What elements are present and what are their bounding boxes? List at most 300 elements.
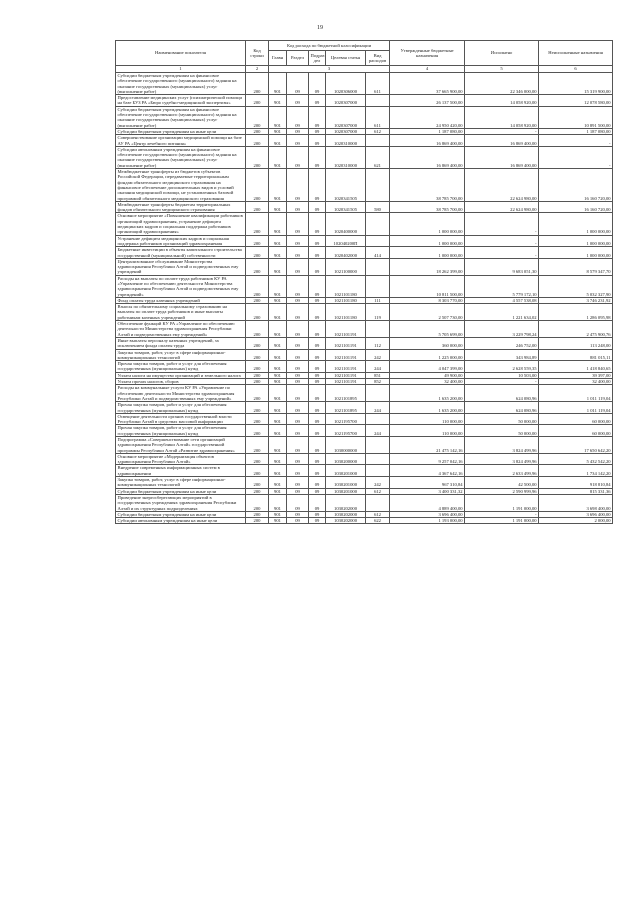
- row-code: 200: [246, 235, 269, 247]
- row-name: Межбюджетные трансферты из бюджетов субъектов Российской Федерации, передаваемые территориальным фондам обязательного медицинского страхования на финансовое обеспечение дополнительных видов и условий оказания медицинской помощи, не установленных базовой программой обязательного медицинского страхования: [116, 169, 246, 202]
- row-target: 1021101191: [326, 379, 366, 385]
- row-executed: 3 824 499,96: [465, 453, 539, 465]
- row-razdel: 09: [287, 511, 309, 517]
- row-executed: 2 633 499,96: [465, 465, 539, 477]
- row-approved: 38 785 700,00: [390, 169, 465, 202]
- row-target: 1020307000: [326, 95, 366, 107]
- header-col-numbers: [116, 66, 613, 73]
- page-number: 19: [317, 25, 323, 31]
- row-approved: 16 869 400,00: [390, 146, 465, 168]
- row-name: Взносы по обязательному социальному страхованию на выплаты по оплате труда работников и иные выплаты работникам казенных учреждений: [116, 304, 246, 321]
- row-approved: 1 193 000,00: [390, 518, 465, 524]
- row-podrazdel: 09: [309, 349, 326, 361]
- row-approved: 1 000 000,00: [390, 213, 465, 235]
- row-unexecuted: 1 286 095,98: [539, 304, 613, 321]
- row-vid: 244: [366, 361, 390, 373]
- row-vid: 112: [366, 337, 390, 349]
- row-code: 200: [246, 95, 269, 107]
- row-unexecuted: 113 248,00: [539, 337, 613, 349]
- row-glava: 901: [269, 465, 287, 477]
- row-target: 1021101180: [326, 304, 366, 321]
- row-vid: [366, 258, 390, 275]
- row-target: 1021101895: [326, 402, 366, 414]
- row-vid: 611: [366, 73, 390, 95]
- row-target: 1021101180: [326, 297, 366, 303]
- row-podrazdel: 09: [309, 372, 326, 378]
- row-code: 200: [246, 169, 269, 202]
- row-name: Внедрение современных информационных систем в здравоохранении: [116, 465, 246, 477]
- row-unexecuted: 10 891 500,00: [539, 106, 613, 128]
- row-unexecuted: 60 000,00: [539, 413, 613, 425]
- row-vid: 851: [366, 372, 390, 378]
- row-unexecuted: 1 187 080,00: [539, 128, 613, 134]
- table-row: [116, 437, 613, 454]
- row-target: 1020310000: [326, 135, 366, 147]
- row-target: 1030201000: [326, 488, 366, 494]
- row-podrazdel: 09: [309, 321, 326, 338]
- row-unexecuted: 2 475 900,76: [539, 321, 613, 338]
- row-unexecuted: 15 319 900,00: [539, 73, 613, 95]
- row-executed: -: [465, 213, 539, 235]
- row-podrazdel: 09: [309, 213, 326, 235]
- table-row: [116, 518, 613, 524]
- row-glava: 901: [269, 477, 287, 489]
- row-podrazdel: 09: [309, 73, 326, 95]
- row-approved: 4 047 399,00: [390, 361, 465, 373]
- table-row: [116, 321, 613, 338]
- table-row: [116, 146, 613, 168]
- row-code: 200: [246, 372, 269, 378]
- row-code: 200: [246, 511, 269, 517]
- row-razdel: 09: [287, 437, 309, 454]
- row-approved: 24 950 420,00: [390, 106, 465, 128]
- row-unexecuted: 815 331,36: [539, 488, 613, 494]
- row-name: Расходы на коммунальные услуги КУ РА «Управление по обеспечению деятельности Министерства здравоохранения Республики Алтай и подведомственных ему учреждений»: [116, 385, 246, 402]
- row-glava: 901: [269, 275, 287, 297]
- row-executed: -: [465, 379, 539, 385]
- row-name: Субсидии бюджетным учреждениям на финансовое обеспечение государственного (муниципального) задания на оказание государственных (муниципальных) услуг (выполнение работ): [116, 106, 246, 128]
- row-code: 200: [246, 402, 269, 414]
- row-razdel: 09: [287, 465, 309, 477]
- row-podrazdel: 09: [309, 465, 326, 477]
- row-podrazdel: 09: [309, 337, 326, 349]
- row-razdel: 09: [287, 128, 309, 134]
- row-glava: 901: [269, 372, 287, 378]
- row-code: 200: [246, 488, 269, 494]
- header-razdel: Раздел: [287, 51, 309, 66]
- row-code: 200: [246, 465, 269, 477]
- row-razdel: 09: [287, 275, 309, 297]
- row-podrazdel: 09: [309, 518, 326, 524]
- row-vid: 111: [366, 297, 390, 303]
- table-row: [116, 106, 613, 128]
- row-glava: 901: [269, 169, 287, 202]
- col-number: 5: [465, 66, 539, 73]
- table-row: [116, 465, 613, 477]
- row-razdel: 09: [287, 488, 309, 494]
- row-unexecuted: 3 746 231,92: [539, 297, 613, 303]
- row-code: 200: [246, 275, 269, 297]
- row-name: Освещение деятельности органов государственной власти Республики Алтай в средствах массовой информации: [116, 413, 246, 425]
- row-executed: 16 869 400,00: [465, 146, 539, 168]
- row-target: 1021101180: [326, 275, 366, 297]
- row-approved: 49 900,00: [390, 372, 465, 378]
- row-podrazdel: 09: [309, 297, 326, 303]
- row-podrazdel: 09: [309, 488, 326, 494]
- header-name: Наименование показателя: [116, 41, 246, 66]
- row-razdel: 09: [287, 235, 309, 247]
- row-approved: 967 310,84: [390, 477, 465, 489]
- row-podrazdel: 09: [309, 477, 326, 489]
- row-unexecuted: 3 696 400,00: [539, 511, 613, 517]
- row-unexecuted: 8 579 347,70: [539, 258, 613, 275]
- row-razdel: 09: [287, 349, 309, 361]
- header-code: Код строки: [246, 41, 269, 66]
- row-razdel: 09: [287, 413, 309, 425]
- row-razdel: 09: [287, 258, 309, 275]
- row-razdel: 09: [287, 402, 309, 414]
- row-vid: 612: [366, 128, 390, 134]
- row-code: 200: [246, 437, 269, 454]
- row-unexecuted: 5 432 542,20: [539, 453, 613, 465]
- row-target: 1021100000: [326, 258, 366, 275]
- row-vid: 242: [366, 477, 390, 489]
- row-name: Основное мероприятие «Повышение квалификации работников организаций здравоохранения, устранение дефицита медицинских кадров и социальная поддержка работников организаций здравоохранения»: [116, 213, 246, 235]
- row-vid: [366, 275, 390, 297]
- row-unexecuted: 60 000,00: [539, 425, 613, 437]
- row-vid: [366, 385, 390, 402]
- row-unexecuted: 16 160 720,00: [539, 169, 613, 202]
- row-name: Прочая закупка товаров, работ и услуг для обеспечения государственных (муниципальных) нужд: [116, 402, 246, 414]
- row-glava: 901: [269, 494, 287, 511]
- row-approved: 26 137 500,00: [390, 95, 465, 107]
- row-podrazdel: 09: [309, 275, 326, 297]
- table-row: [116, 453, 613, 465]
- row-razdel: 09: [287, 372, 309, 378]
- row-glava: 901: [269, 135, 287, 147]
- row-executed: -: [465, 235, 539, 247]
- row-approved: 9 257 042,16: [390, 453, 465, 465]
- row-executed: 50 000,00: [465, 425, 539, 437]
- row-name: Субсидии бюджетным учреждениям на иные цели: [116, 511, 246, 517]
- row-name: Закупка товаров, работ, услуг в сфере информационно-коммуникационных технологий: [116, 349, 246, 361]
- row-vid: [366, 437, 390, 454]
- row-code: 200: [246, 349, 269, 361]
- row-glava: 901: [269, 247, 287, 259]
- row-vid: [366, 494, 390, 511]
- table-row: [116, 213, 613, 235]
- table-row: [116, 304, 613, 321]
- row-executed: 10 503,00: [465, 372, 539, 378]
- row-razdel: 09: [287, 494, 309, 511]
- row-vid: [366, 465, 390, 477]
- row-glava: 901: [269, 349, 287, 361]
- row-vid: 612: [366, 488, 390, 494]
- row-executed: -: [465, 511, 539, 517]
- row-approved: 3 696 400,00: [390, 511, 465, 517]
- row-approved: 1 000 000,00: [390, 235, 465, 247]
- table-row: [116, 247, 613, 259]
- table-row: [116, 73, 613, 95]
- row-target: 1021101191: [326, 321, 366, 338]
- row-glava: 901: [269, 258, 287, 275]
- header-unexecuted: Неисполненные назначения: [539, 41, 613, 66]
- row-podrazdel: 09: [309, 413, 326, 425]
- row-name: Прочая закупка товаров, работ и услуг для обеспечения государственных (муниципальных) нужд: [116, 361, 246, 373]
- row-unexecuted: -: [539, 146, 613, 168]
- row-vid: 622: [366, 518, 390, 524]
- row-executed: 16 869 400,00: [465, 135, 539, 147]
- col-number: 4: [390, 66, 465, 73]
- row-razdel: 09: [287, 304, 309, 321]
- row-glava: 901: [269, 95, 287, 107]
- row-unexecuted: 881 015,11: [539, 349, 613, 361]
- row-name: Субсидии бюджетным учреждениям на финансовое обеспечение государственного (муниципального) задания на оказание государственных (муниципальных) услуг (выполнение работ): [116, 73, 246, 95]
- row-executed: 3 229 798,24: [465, 321, 539, 338]
- row-executed: 624 080,96: [465, 402, 539, 414]
- row-glava: 901: [269, 321, 287, 338]
- row-razdel: 09: [287, 169, 309, 202]
- header-row-top: [116, 41, 613, 51]
- row-code: 200: [246, 213, 269, 235]
- row-code: 200: [246, 201, 269, 213]
- row-razdel: 09: [287, 379, 309, 385]
- row-unexecuted: 918 810,84: [539, 477, 613, 489]
- header-vid: Вид расходов: [366, 51, 390, 66]
- row-glava: 901: [269, 437, 287, 454]
- row-unexecuted: 1 000 000,00: [539, 213, 613, 235]
- row-glava: 901: [269, 213, 287, 235]
- table-row: [116, 235, 613, 247]
- row-glava: 901: [269, 425, 287, 437]
- row-code: 200: [246, 304, 269, 321]
- row-podrazdel: 09: [309, 425, 326, 437]
- row-razdel: 09: [287, 106, 309, 128]
- row-approved: 1 635 200,00: [390, 385, 465, 402]
- row-glava: 901: [269, 201, 287, 213]
- table-row: [116, 402, 613, 414]
- row-razdel: 09: [287, 361, 309, 373]
- row-executed: 9 683 051,30: [465, 258, 539, 275]
- row-approved: 10 811 500,00: [390, 275, 465, 297]
- row-unexecuted: 1 011 119,04: [539, 385, 613, 402]
- row-name: Иные выплаты персоналу казенных учреждений, за исключением фонда оплаты труда: [116, 337, 246, 349]
- row-name: Межбюджетные трансферты бюджетам территориальных фондов обязательного медицинского страхования: [116, 201, 246, 213]
- row-target: 1030000000: [326, 437, 366, 454]
- row-name: Уплата налога на имущество организаций и земельного налога: [116, 372, 246, 378]
- row-approved: 1 225 000,00: [390, 349, 465, 361]
- row-target: 1020341505: [326, 169, 366, 202]
- row-razdel: 09: [287, 95, 309, 107]
- row-approved: 1 635 200,00: [390, 402, 465, 414]
- row-unexecuted: 39 397,00: [539, 372, 613, 378]
- row-executed: 2 590 999,96: [465, 488, 539, 494]
- row-executed: 14 058 920,00: [465, 106, 539, 128]
- row-target: 1021195700: [326, 425, 366, 437]
- row-glava: 901: [269, 361, 287, 373]
- row-podrazdel: 09: [309, 128, 326, 134]
- row-name: Основное мероприятие «Модернизация объектов здравоохранения Республики Алтай»: [116, 453, 246, 465]
- row-unexecuted: 2 000,00: [539, 518, 613, 524]
- row-vid: [366, 213, 390, 235]
- row-target: 1020307000: [326, 128, 366, 134]
- row-name: Обеспечение функций КУ РА «Управление по обеспечению деятельности Министерства здравоохранения Республики Алтай и подведомственных ему учреждений»: [116, 321, 246, 338]
- row-unexecuted: 12 078 580,00: [539, 95, 613, 107]
- row-executed: 22 346 000,00: [465, 73, 539, 95]
- row-code: 200: [246, 128, 269, 134]
- header-budget-classification: Код расхода по бюджетной классификации: [269, 41, 390, 51]
- row-approved: 4 367 642,16: [390, 465, 465, 477]
- header-executed: Исполнено: [465, 41, 539, 66]
- row-approved: 32 400,00: [390, 379, 465, 385]
- row-code: 200: [246, 385, 269, 402]
- row-vid: 852: [366, 379, 390, 385]
- row-razdel: 09: [287, 201, 309, 213]
- row-executed: 14 058 920,00: [465, 95, 539, 107]
- row-name: Централизованное обслуживание Министерства здравоохранения Республики Алтай и подведомственных ему учреждений: [116, 258, 246, 275]
- row-unexecuted: 17 650 642,20: [539, 437, 613, 454]
- row-podrazdel: 09: [309, 235, 326, 247]
- row-unexecuted: 16 160 720,00: [539, 201, 613, 213]
- row-code: 200: [246, 425, 269, 437]
- row-target: 1021101191: [326, 372, 366, 378]
- row-code: 200: [246, 494, 269, 511]
- row-approved: 4 889 400,00: [390, 494, 465, 511]
- table-row: [116, 258, 613, 275]
- row-unexecuted: 1 000 000,00: [539, 235, 613, 247]
- row-glava: 901: [269, 402, 287, 414]
- row-executed: 343 984,89: [465, 349, 539, 361]
- row-executed: 42 500,00: [465, 477, 539, 489]
- row-razdel: 09: [287, 518, 309, 524]
- row-executed: -: [465, 247, 539, 259]
- row-podrazdel: 09: [309, 146, 326, 168]
- row-target: 1021101191: [326, 349, 366, 361]
- row-podrazdel: 09: [309, 361, 326, 373]
- row-name: Расходы на выплаты по оплате труда работников КУ РА «Управление по обеспечению деятельности Министерства здравоохранения Республики Алтай и подведомственных ему учреждений»: [116, 275, 246, 297]
- row-vid: 611: [366, 106, 390, 128]
- row-razdel: 09: [287, 146, 309, 168]
- row-target: 1021195700: [326, 413, 366, 425]
- row-unexecuted: -: [539, 135, 613, 147]
- row-podrazdel: 09: [309, 106, 326, 128]
- row-name: Бюджетные инвестиции в объекты капитального строительства государственной (муниципальной) собственности: [116, 247, 246, 259]
- header-approved: Утвержденные бюджетные назначения: [390, 41, 465, 66]
- row-razdel: 09: [287, 321, 309, 338]
- row-target: 1020400000: [326, 213, 366, 235]
- row-executed: 2 628 559,35: [465, 361, 539, 373]
- row-name: Уплата прочих налогов, сборов: [116, 379, 246, 385]
- row-razdel: 09: [287, 385, 309, 402]
- col-number: 2: [246, 66, 269, 73]
- row-name: Субсидии автономным учреждениям на финансовое обеспечение государственного (муниципального) задания на оказание государственных (муниципальных) услуг (выполнение работ): [116, 146, 246, 168]
- row-podrazdel: 09: [309, 258, 326, 275]
- table-row: [116, 425, 613, 437]
- row-code: 200: [246, 361, 269, 373]
- row-target: 1020306000: [326, 73, 366, 95]
- row-executed: 50 000,00: [465, 413, 539, 425]
- row-code: 200: [246, 106, 269, 128]
- row-name: Подпрограмма «Совершенствование сети организаций здравоохранения Республики Алтай» государственной программы Республики Алтай «Развитие здравоохранения»: [116, 437, 246, 454]
- row-executed: 246 752,00: [465, 337, 539, 349]
- row-vid: 621: [366, 146, 390, 168]
- row-glava: 901: [269, 488, 287, 494]
- row-podrazdel: 09: [309, 201, 326, 213]
- row-vid: 242: [366, 349, 390, 361]
- row-target: 1030201000: [326, 465, 366, 477]
- col-number: 1: [116, 66, 246, 73]
- row-executed: 1 191 000,00: [465, 518, 539, 524]
- table-row: [116, 275, 613, 297]
- row-executed: 22 624 980,00: [465, 169, 539, 202]
- row-glava: 901: [269, 385, 287, 402]
- row-podrazdel: 09: [309, 494, 326, 511]
- row-podrazdel: 09: [309, 135, 326, 147]
- row-name: Субсидии бюджетным учреждениям на иные цели: [116, 488, 246, 494]
- row-executed: 5 779 172,10: [465, 275, 539, 297]
- row-podrazdel: 09: [309, 437, 326, 454]
- row-target: 1021101895: [326, 385, 366, 402]
- row-approved: 38 785 700,00: [390, 201, 465, 213]
- row-razdel: 09: [287, 337, 309, 349]
- row-approved: 8 303 770,00: [390, 297, 465, 303]
- table-row: [116, 413, 613, 425]
- row-vid: 244: [366, 425, 390, 437]
- row-unexecuted: 1 011 119,04: [539, 402, 613, 414]
- row-code: 200: [246, 453, 269, 465]
- row-vid: 612: [366, 511, 390, 517]
- row-podrazdel: 09: [309, 379, 326, 385]
- row-executed: 1 221 634,02: [465, 304, 539, 321]
- row-podrazdel: 09: [309, 304, 326, 321]
- row-target: 1020307000: [326, 106, 366, 128]
- row-name: Прочая закупка товаров, работ и услуг для обеспечения государственных (муниципальных) нужд: [116, 425, 246, 437]
- row-razdel: 09: [287, 73, 309, 95]
- row-razdel: 09: [287, 247, 309, 259]
- row-glava: 901: [269, 73, 287, 95]
- row-vid: [366, 413, 390, 425]
- row-unexecuted: 3 698 400,00: [539, 494, 613, 511]
- row-target: 1030200000: [326, 453, 366, 465]
- row-name: Предоставление медицинских услуг (психиатрической помощи на базе БУЗ РА «Бюро судебно-медицинской экспертизы»: [116, 95, 246, 107]
- row-unexecuted: 1 734 142,20: [539, 465, 613, 477]
- row-target: 1030202000: [326, 511, 366, 517]
- table-row: [116, 494, 613, 511]
- row-podrazdel: 09: [309, 511, 326, 517]
- row-glava: 901: [269, 297, 287, 303]
- row-approved: 37 665 900,00: [390, 73, 465, 95]
- row-name: Закупка товаров, работ, услуг в сфере информационно-коммуникационных технологий: [116, 477, 246, 489]
- table-row: [116, 169, 613, 202]
- row-vid: [366, 235, 390, 247]
- row-code: 200: [246, 321, 269, 338]
- row-target: 1020310000: [326, 146, 366, 168]
- row-vid: 414: [366, 247, 390, 259]
- row-code: 200: [246, 413, 269, 425]
- row-glava: 901: [269, 235, 287, 247]
- row-code: 200: [246, 258, 269, 275]
- row-razdel: 09: [287, 477, 309, 489]
- col-number: 3: [269, 66, 390, 73]
- row-code: 200: [246, 247, 269, 259]
- row-glava: 901: [269, 453, 287, 465]
- row-target: 1030201000: [326, 477, 366, 489]
- row-vid: [366, 453, 390, 465]
- row-approved: 3 400 331,32: [390, 488, 465, 494]
- row-podrazdel: 09: [309, 247, 326, 259]
- row-glava: 901: [269, 379, 287, 385]
- row-target: 1021101191: [326, 337, 366, 349]
